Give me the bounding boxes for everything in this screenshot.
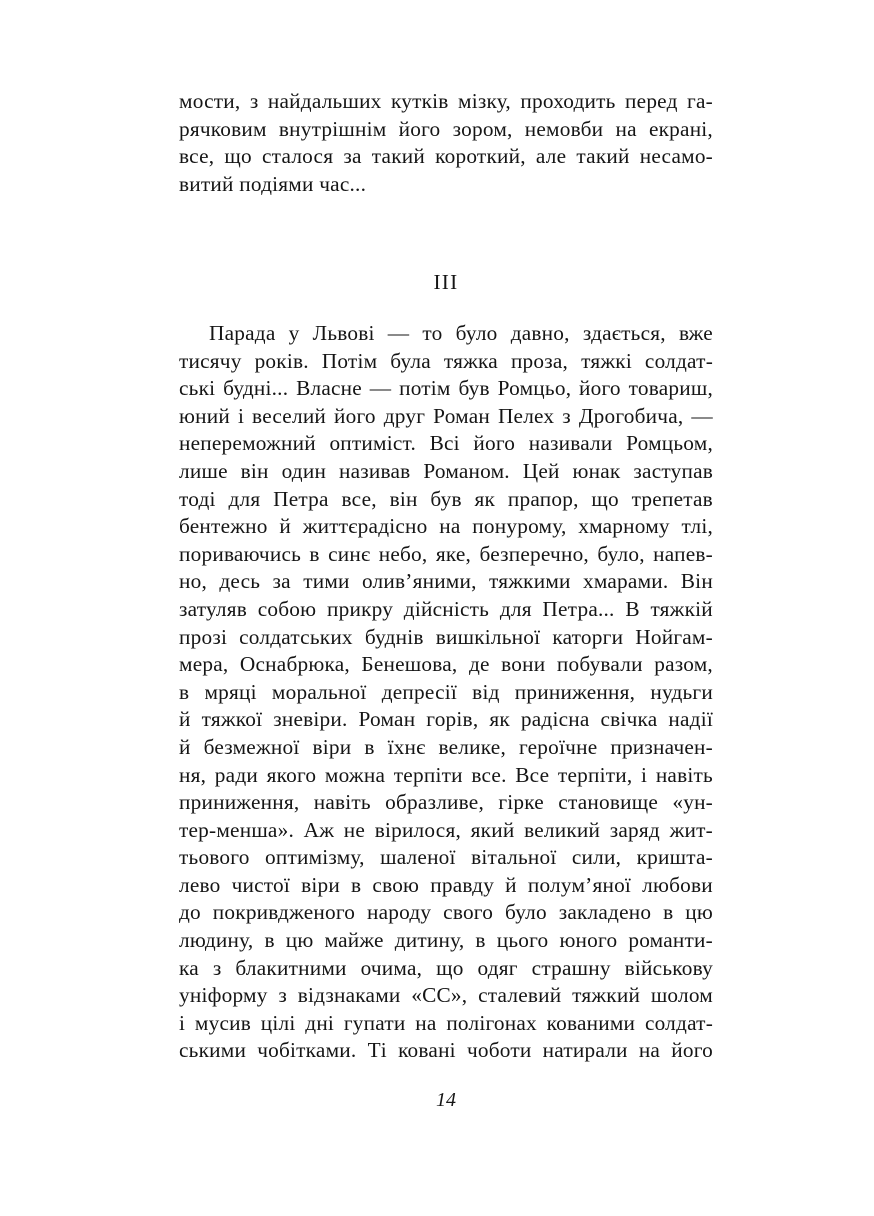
text-line: рячковим внутрiшнiм його зором, немовби на екранi, xyxy=(179,116,713,141)
main-paragraph-body xyxy=(179,320,713,1065)
text-line: Парада у Львовi — то було давно, здається, вже xyxy=(209,321,713,345)
text-line: унiформу з вiдзнаками «СС», сталевий тяжкий шолом xyxy=(179,983,713,1008)
text-line: до покривдженого народу свого було закладено в цю xyxy=(179,900,713,925)
text-line: затуляв собою прикру дiйснiсть для Петра... В тяжкiй xyxy=(179,596,713,621)
section-heading-label: III xyxy=(433,270,459,294)
text-line: лево чистої вiри в свою правду й полум’яної любови xyxy=(179,872,713,897)
continued-paragraph xyxy=(179,88,713,198)
section-heading xyxy=(179,269,713,297)
text-line: тодi для Петра все, вiн був як прапор, що трепетав xyxy=(179,486,713,511)
page-number xyxy=(179,1088,713,1112)
text-line: тер-менша». Аж не вiрилося, який великий заряд жит- xyxy=(179,817,713,842)
text-line: непереможний оптимiст. Всi його називали Ромцьом, xyxy=(179,431,713,456)
page-number-value: 14 xyxy=(436,1089,456,1111)
continued-paragraph-body xyxy=(179,88,713,198)
text-line: ка з блакитними очима, що одяг страшну вiйськову xyxy=(179,955,713,980)
text-line: прозi солдатських буднiв вишкiльної каторги Нойгам- xyxy=(179,624,713,649)
text-line: й безмежної вiри в їхнє велике, героїчне призначен- xyxy=(179,734,713,759)
text-line: i мусив цiлi днi гупати на полiгонах кованими солдат- xyxy=(179,1010,714,1035)
text-line: ськими чобiтками. Тi кованi чоботи натирали на його xyxy=(179,1038,713,1063)
text-line: лише вiн один називав Романом. Цей юнак заступав xyxy=(179,458,714,483)
text-line: но, десь за тими олив’яними, тяжкими хмарами. Вiн xyxy=(179,569,713,594)
text-line: тисячу рокiв. Потiм була тяжка проза, тяжкi солдат- xyxy=(179,348,713,373)
text-line: бентежно й життєрадiсно на понурому, хмарному тлi, xyxy=(179,514,714,539)
text-line: витий подiями час... xyxy=(179,171,367,196)
text-line: пориваючись в синє небо, яке, безперечно, було, напев- xyxy=(179,541,713,566)
text-line: мера, Оснабрюка, Бенешова, де вони побували разом, xyxy=(179,652,713,677)
text-line: й тяжкої зневiри. Роман горiв, як радiсна свiчка надiї xyxy=(179,707,713,732)
text-line: людину, в цю майже дитину, в цього юного романти- xyxy=(179,928,713,953)
text-line: приниження, навiть образливе, гiрке становище «ун- xyxy=(179,790,713,815)
text-line: юний i веселий його друг Роман Пелех з Дрогобича, — xyxy=(179,403,713,428)
text-line: ськi буднi... Власне — потiм був Ромцьо, його товариш, xyxy=(179,376,713,401)
main-paragraph xyxy=(179,320,713,1065)
text-line: в мряцi моральної депресiї вiд приниження, нудьги xyxy=(179,679,713,704)
text-line: тьового оптимiзму, шаленої вiтальної сили, кришта- xyxy=(179,845,713,870)
text-line: ня, ради якого можна терпiти все. Все терпiти, i навiть xyxy=(179,762,713,787)
text-line: все, що сталося за такий короткий, але такий несамо- xyxy=(179,144,713,169)
text-line: мости, з найдальших куткiв мiзку, проходить перед га- xyxy=(179,89,713,113)
